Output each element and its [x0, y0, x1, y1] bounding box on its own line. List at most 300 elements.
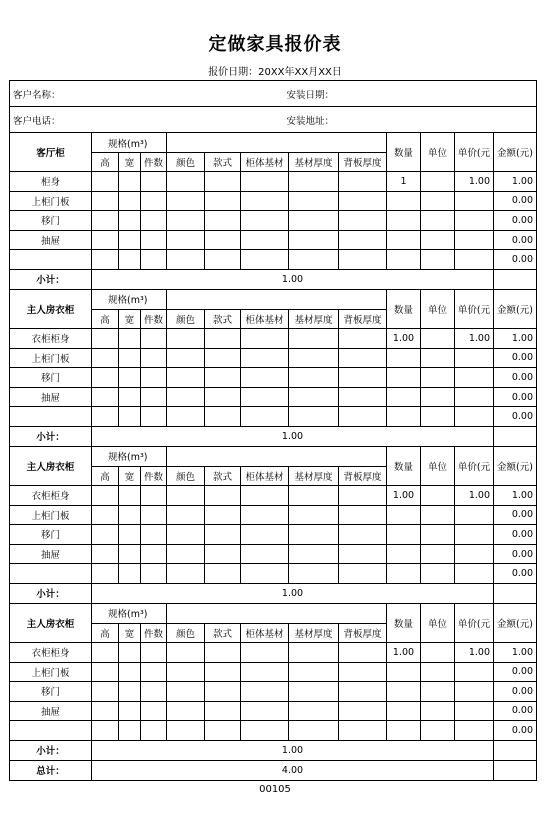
table-cell — [92, 721, 119, 741]
unit-cell — [421, 505, 455, 525]
table-cell — [205, 721, 241, 741]
table-cell — [339, 721, 387, 741]
table-cell — [167, 721, 205, 741]
item-name: 移门 — [10, 211, 92, 231]
table-cell — [141, 368, 167, 388]
table-cell — [339, 191, 387, 211]
back-thickness-header: 背板厚度 — [339, 309, 387, 328]
table-cell — [289, 407, 339, 427]
table-cell — [167, 485, 205, 505]
table-cell — [141, 682, 167, 702]
table-cell — [141, 191, 167, 211]
price-cell — [455, 368, 494, 388]
high-header: 高 — [92, 623, 119, 642]
unit-cell — [421, 328, 455, 348]
amount-cell: 0.00 — [494, 544, 537, 564]
table-cell — [289, 662, 339, 682]
amount-cell: 1.00 — [494, 485, 537, 505]
table-cell — [92, 328, 119, 348]
amount-cell: 0.00 — [494, 564, 537, 584]
table-cell — [92, 525, 119, 545]
price-cell — [455, 721, 494, 741]
table-row — [10, 721, 537, 741]
unit-cell — [421, 230, 455, 250]
table-cell — [205, 564, 241, 584]
section-header-row — [10, 289, 537, 309]
item-name: 抽屉 — [10, 544, 92, 564]
table-cell — [205, 505, 241, 525]
table-cell — [141, 485, 167, 505]
table-cell — [339, 250, 387, 270]
table-cell — [119, 191, 141, 211]
unit-cell — [421, 368, 455, 388]
table-cell — [119, 328, 141, 348]
unit-cell — [421, 485, 455, 505]
table-cell — [141, 662, 167, 682]
table-cell — [494, 583, 537, 603]
table-cell — [167, 564, 205, 584]
table-cell — [289, 328, 339, 348]
wide-header: 宽 — [119, 623, 141, 642]
customer-name-label: 客户名称： — [10, 81, 241, 107]
pieces-header: 件数 — [141, 623, 167, 642]
amount-cell: 0.00 — [494, 662, 537, 682]
amount-cell: 0.00 — [494, 250, 537, 270]
unit-cell — [421, 387, 455, 407]
table-cell — [494, 740, 537, 760]
table-cell — [339, 642, 387, 662]
amount-cell: 0.00 — [494, 230, 537, 250]
unit-cell — [421, 701, 455, 721]
table-cell — [289, 348, 339, 368]
table-cell — [141, 328, 167, 348]
table-cell — [241, 387, 289, 407]
color-header: 颜色 — [167, 309, 205, 328]
unit-price-header: 单价(元 — [455, 133, 494, 172]
price-cell: 1.00 — [455, 172, 494, 192]
table-cell — [92, 387, 119, 407]
table-row — [10, 191, 537, 211]
total-label: 总计： — [10, 760, 92, 780]
table-cell — [289, 230, 339, 250]
unit-price-header: 单价(元 — [455, 446, 494, 485]
price-cell — [455, 525, 494, 545]
pieces-header: 件数 — [141, 153, 167, 172]
color-header: 颜色 — [167, 623, 205, 642]
table-cell — [141, 211, 167, 231]
section-header-row — [10, 603, 537, 623]
table-cell — [167, 701, 205, 721]
back-thickness-header: 背板厚度 — [339, 623, 387, 642]
table-cell — [167, 328, 205, 348]
unit-cell — [421, 407, 455, 427]
table-cell — [205, 682, 241, 702]
cabinet-material-header: 柜体基材 — [241, 623, 289, 642]
amount-cell: 0.00 — [494, 368, 537, 388]
table-cell — [92, 172, 119, 192]
section-name: 主人房衣柜 — [10, 603, 92, 642]
table-row — [10, 701, 537, 721]
table-cell — [119, 544, 141, 564]
amount-header: 金额(元) — [494, 133, 537, 172]
table-cell — [339, 407, 387, 427]
table-cell — [141, 407, 167, 427]
price-cell — [455, 230, 494, 250]
table-cell — [119, 368, 141, 388]
qty-cell: 1 — [387, 172, 421, 192]
price-cell — [455, 348, 494, 368]
table-cell — [167, 348, 205, 368]
table-cell — [241, 721, 289, 741]
qty-cell — [387, 348, 421, 368]
subtotal-row — [10, 583, 537, 603]
subtotal-value: 1.00 — [92, 269, 494, 289]
table-cell — [167, 505, 205, 525]
spec-header: 规格(m³) — [92, 446, 167, 466]
table-cell — [289, 211, 339, 231]
table-cell — [167, 662, 205, 682]
table-cell — [339, 564, 387, 584]
table-row — [10, 662, 537, 682]
qty-cell: 1.00 — [387, 328, 421, 348]
table-cell — [205, 172, 241, 192]
unit-cell — [421, 211, 455, 231]
table-cell — [339, 682, 387, 702]
table-cell — [205, 642, 241, 662]
table-cell — [241, 642, 289, 662]
table-cell — [289, 250, 339, 270]
total-value: 4.00 — [92, 760, 494, 780]
qty-cell — [387, 564, 421, 584]
table-cell — [205, 191, 241, 211]
unit-cell — [421, 348, 455, 368]
table-cell — [141, 642, 167, 662]
price-cell: 1.00 — [455, 485, 494, 505]
amount-cell: 0.00 — [494, 191, 537, 211]
table-cell — [339, 505, 387, 525]
table-cell — [289, 682, 339, 702]
table-cell — [241, 172, 289, 192]
item-name — [10, 721, 92, 741]
table-cell — [241, 191, 289, 211]
qty-cell: 1.00 — [387, 642, 421, 662]
table-row — [10, 250, 537, 270]
table-cell — [119, 348, 141, 368]
table-cell — [289, 485, 339, 505]
amount-cell: 1.00 — [494, 328, 537, 348]
item-name: 上柜门板 — [10, 662, 92, 682]
empty-header-cell — [167, 133, 387, 153]
table-cell — [289, 505, 339, 525]
item-name: 上柜门板 — [10, 191, 92, 211]
table-cell — [141, 387, 167, 407]
price-cell — [455, 250, 494, 270]
table-cell — [241, 328, 289, 348]
price-cell — [455, 544, 494, 564]
table-cell — [241, 682, 289, 702]
qty-cell — [387, 505, 421, 525]
table-cell — [119, 505, 141, 525]
wide-header: 宽 — [119, 309, 141, 328]
table-cell — [141, 701, 167, 721]
empty-header-cell — [167, 603, 387, 623]
table-cell — [289, 387, 339, 407]
qty-cell — [387, 387, 421, 407]
table-cell — [339, 485, 387, 505]
empty-header-cell — [167, 446, 387, 466]
table-cell — [92, 485, 119, 505]
unit-cell — [421, 721, 455, 741]
subtotal-row — [10, 269, 537, 289]
table-cell — [92, 642, 119, 662]
table-cell — [167, 368, 205, 388]
table-cell — [241, 407, 289, 427]
table-cell — [205, 407, 241, 427]
table-cell — [167, 642, 205, 662]
material-thickness-header: 基材厚度 — [289, 623, 339, 642]
item-name: 衣柜柜身 — [10, 328, 92, 348]
table-row — [10, 544, 537, 564]
qty-cell — [387, 682, 421, 702]
qty-header: 数量 — [387, 289, 421, 328]
table-cell — [141, 721, 167, 741]
price-cell — [455, 407, 494, 427]
table-cell — [241, 544, 289, 564]
amount-cell: 0.00 — [494, 701, 537, 721]
price-cell: 1.00 — [455, 642, 494, 662]
qty-cell — [387, 525, 421, 545]
item-name — [10, 407, 92, 427]
table-cell — [241, 662, 289, 682]
table-cell — [141, 230, 167, 250]
item-name: 衣柜柜身 — [10, 485, 92, 505]
table-cell — [241, 505, 289, 525]
table-cell — [119, 485, 141, 505]
amount-header: 金额(元) — [494, 446, 537, 485]
color-header: 颜色 — [167, 466, 205, 485]
price-cell — [455, 505, 494, 525]
table-cell — [141, 172, 167, 192]
item-name: 上柜门板 — [10, 505, 92, 525]
table-cell — [205, 230, 241, 250]
color-header: 颜色 — [167, 153, 205, 172]
table-cell — [241, 250, 289, 270]
qty-cell — [387, 721, 421, 741]
style-header: 款式 — [205, 623, 241, 642]
qty-cell — [387, 407, 421, 427]
table-cell — [119, 642, 141, 662]
amount-cell: 0.00 — [494, 721, 537, 741]
table-cell — [241, 230, 289, 250]
table-row — [10, 387, 537, 407]
table-cell — [241, 485, 289, 505]
qty-cell — [387, 662, 421, 682]
table-cell — [119, 701, 141, 721]
table-cell — [339, 387, 387, 407]
table-cell — [119, 564, 141, 584]
qty-header: 数量 — [387, 133, 421, 172]
table-cell — [167, 250, 205, 270]
table-cell — [205, 328, 241, 348]
high-header: 高 — [92, 309, 119, 328]
style-header: 款式 — [205, 466, 241, 485]
material-thickness-header: 基材厚度 — [289, 309, 339, 328]
table-cell — [289, 191, 339, 211]
subtotal-value: 1.00 — [92, 740, 494, 760]
table-cell — [339, 211, 387, 231]
table-cell — [205, 525, 241, 545]
amount-cell: 1.00 — [494, 642, 537, 662]
table-cell — [141, 250, 167, 270]
table-cell — [92, 368, 119, 388]
amount-cell: 0.00 — [494, 525, 537, 545]
price-cell — [455, 191, 494, 211]
table-cell — [289, 721, 339, 741]
table-cell — [92, 505, 119, 525]
unit-cell — [421, 564, 455, 584]
cabinet-material-header: 柜体基材 — [241, 466, 289, 485]
table-cell — [141, 544, 167, 564]
table-cell — [119, 387, 141, 407]
install-date-label: 安装日期： — [241, 81, 537, 107]
table-cell — [205, 250, 241, 270]
qty-cell — [387, 250, 421, 270]
price-cell: 1.00 — [455, 328, 494, 348]
table-cell — [289, 642, 339, 662]
subtotal-label: 小计： — [10, 740, 92, 760]
table-cell — [339, 348, 387, 368]
table-cell — [339, 230, 387, 250]
table-cell — [119, 230, 141, 250]
qty-cell — [387, 191, 421, 211]
qty-header: 数量 — [387, 603, 421, 642]
spec-header: 规格(m³) — [92, 603, 167, 623]
table-cell — [289, 544, 339, 564]
table-cell — [339, 328, 387, 348]
table-row — [10, 328, 537, 348]
item-name: 抽屉 — [10, 230, 92, 250]
qty-cell — [387, 368, 421, 388]
amount-header: 金额(元) — [494, 289, 537, 328]
table-cell — [339, 172, 387, 192]
table-cell — [205, 544, 241, 564]
unit-price-header: 单价(元 — [455, 289, 494, 328]
unit-cell — [421, 662, 455, 682]
table-cell — [167, 172, 205, 192]
style-header: 款式 — [205, 309, 241, 328]
table-cell — [494, 760, 537, 780]
amount-cell: 0.00 — [494, 211, 537, 231]
table-cell — [141, 564, 167, 584]
table-cell — [167, 211, 205, 231]
table-cell — [205, 368, 241, 388]
wide-header: 宽 — [119, 466, 141, 485]
item-name: 移门 — [10, 682, 92, 702]
table-cell — [339, 701, 387, 721]
table-row — [10, 485, 537, 505]
item-name: 移门 — [10, 368, 92, 388]
table-cell — [141, 505, 167, 525]
table-cell — [167, 191, 205, 211]
price-cell — [455, 387, 494, 407]
table-cell — [289, 172, 339, 192]
table-cell — [289, 368, 339, 388]
subtotal-row — [10, 740, 537, 760]
unit-header: 单位 — [421, 289, 455, 328]
table-cell — [119, 407, 141, 427]
table-cell — [241, 564, 289, 584]
table-cell — [92, 544, 119, 564]
table-cell — [141, 525, 167, 545]
table-cell — [339, 368, 387, 388]
amount-cell: 0.00 — [494, 682, 537, 702]
table-row — [10, 525, 537, 545]
table-row — [10, 407, 537, 427]
table-cell — [289, 564, 339, 584]
table-row — [10, 348, 537, 368]
price-cell — [455, 682, 494, 702]
item-name: 柜身 — [10, 172, 92, 192]
amount-cell: 0.00 — [494, 348, 537, 368]
pieces-header: 件数 — [141, 466, 167, 485]
item-name: 衣柜柜身 — [10, 642, 92, 662]
item-name: 抽屉 — [10, 701, 92, 721]
table-cell — [494, 269, 537, 289]
item-name — [10, 250, 92, 270]
customer-phone-label: 客户电话： — [10, 107, 241, 133]
material-thickness-header: 基材厚度 — [289, 153, 339, 172]
table-cell — [289, 525, 339, 545]
table-row — [10, 172, 537, 192]
cabinet-material-header: 柜体基材 — [241, 309, 289, 328]
unit-cell — [421, 525, 455, 545]
table-row — [10, 230, 537, 250]
subtotal-value: 1.00 — [92, 583, 494, 603]
amount-header: 金额(元) — [494, 603, 537, 642]
table-cell — [167, 544, 205, 564]
qty-cell — [387, 544, 421, 564]
unit-header: 单位 — [421, 603, 455, 642]
table-cell — [494, 426, 537, 446]
qty-cell: 1.00 — [387, 485, 421, 505]
table-cell — [119, 211, 141, 231]
table-row — [10, 642, 537, 662]
table-cell — [241, 211, 289, 231]
cabinet-material-header: 柜体基材 — [241, 153, 289, 172]
table-cell — [167, 682, 205, 702]
spec-header: 规格(m³) — [92, 289, 167, 309]
table-cell — [92, 564, 119, 584]
qty-cell — [387, 211, 421, 231]
amount-cell: 0.00 — [494, 387, 537, 407]
page-title: 定做家具报价表 — [208, 34, 342, 55]
table-cell — [339, 544, 387, 564]
pieces-header: 件数 — [141, 309, 167, 328]
unit-header: 单位 — [421, 133, 455, 172]
amount-cell: 0.00 — [494, 505, 537, 525]
item-name: 上柜门板 — [10, 348, 92, 368]
quote-date: 报价日期：20XX年XX月XX日 — [208, 67, 342, 78]
section-header-row — [10, 133, 537, 153]
table-row — [10, 211, 537, 231]
price-cell — [455, 701, 494, 721]
spec-header: 规格(m³) — [92, 133, 167, 153]
table-row — [10, 505, 537, 525]
table-cell — [92, 230, 119, 250]
unit-cell — [421, 250, 455, 270]
table-cell — [241, 348, 289, 368]
install-address-label: 安装地址： — [241, 107, 537, 133]
